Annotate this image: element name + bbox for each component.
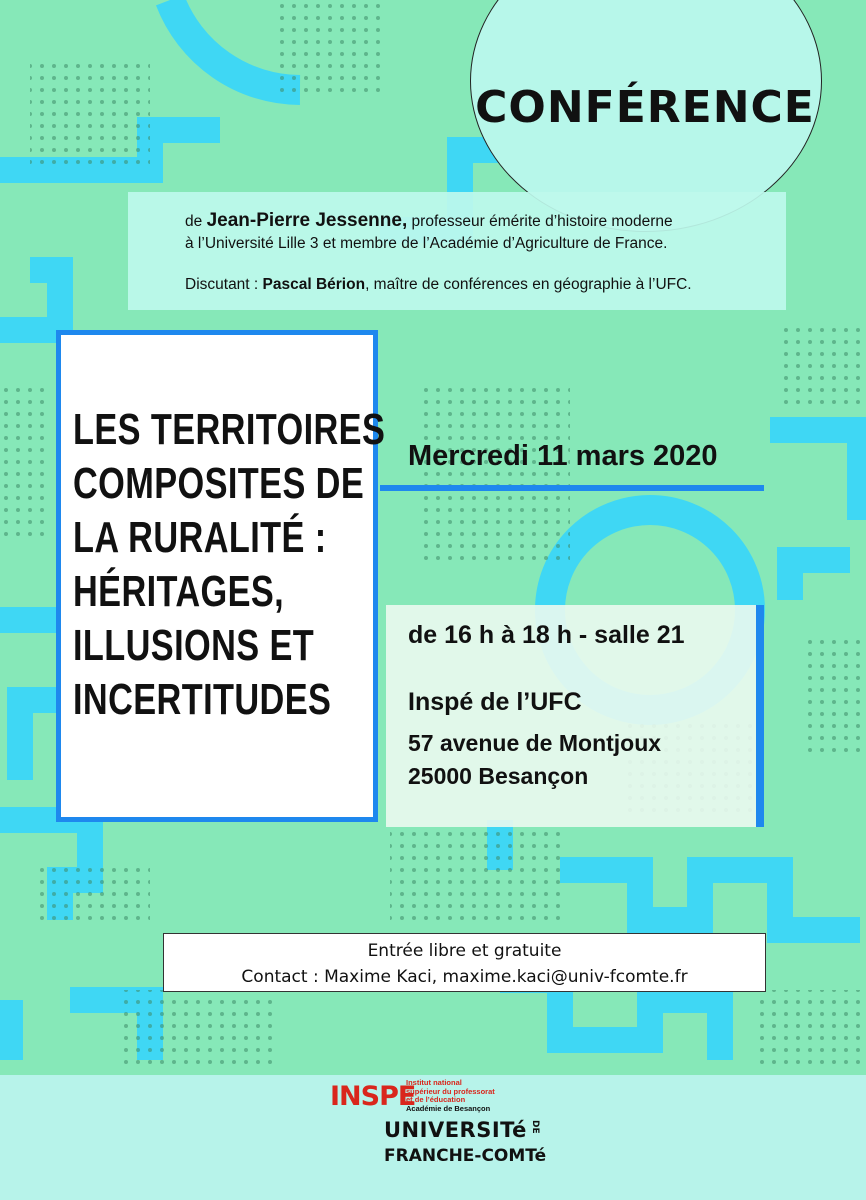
talk-title-line: INCERTITUDES	[73, 675, 332, 724]
event-venue: Inspé de l’UFC	[408, 688, 582, 716]
university-name-line-1: UNIVERSITé	[384, 1118, 527, 1142]
entry-contact-box	[163, 933, 766, 992]
talk-title-line: COMPOSITES DE	[73, 459, 365, 508]
talk-title-line: ILLUSIONS ET	[73, 621, 315, 670]
entry-info: Entrée libre et gratuite	[367, 941, 562, 961]
talk-title-box	[56, 330, 386, 822]
date-underline	[380, 485, 764, 491]
inspe-subtitle: Institut national supérieur du professorat et de l’éducation Académie de Besançon	[406, 1078, 495, 1113]
discussant-line: Discutant : Pascal Bérion, maître de conférences en géographie à l’UFC.	[185, 276, 692, 293]
event-address-line-2: 25000 Besançon	[408, 763, 589, 789]
event-date: Mercredi 11 mars 2020	[408, 440, 718, 472]
speaker-line-1: de Jean-Pierre Jessenne, professeur émérite d’histoire moderne	[185, 210, 673, 231]
speaker-name: Jean-Pierre Jessenne,	[206, 210, 408, 231]
speaker-panel	[128, 192, 786, 310]
contact-info: Contact : Maxime Kaci, maxime.kaci@univ-fcomte.fr	[241, 967, 688, 987]
talk-title-line: LA RURALITÉ :	[73, 513, 327, 562]
event-time-room: de 16 h à 18 h - salle 21	[408, 621, 685, 649]
info-accent-bar	[756, 605, 764, 827]
discussant-name: Pascal Bérion	[262, 276, 366, 293]
inspe-mark: INSPE	[330, 1081, 416, 1112]
talk-title	[73, 403, 385, 727]
university-logo	[384, 1118, 547, 1166]
event-info-box	[386, 605, 760, 827]
talk-title-line: LES TERRITOIRES	[73, 405, 386, 454]
university-name-line-2: FRANCHE-COMTé	[384, 1146, 547, 1166]
event-address-line-1: 57 avenue de Montjoux	[408, 730, 662, 756]
talk-title-line: HÉRITAGES,	[73, 567, 285, 616]
speaker-line-2: à l’Université Lille 3 et membre de l’Académie d’Agriculture de France.	[185, 235, 668, 252]
university-de: DE	[530, 1120, 540, 1134]
page-title: CONFÉRENCE	[475, 82, 815, 133]
